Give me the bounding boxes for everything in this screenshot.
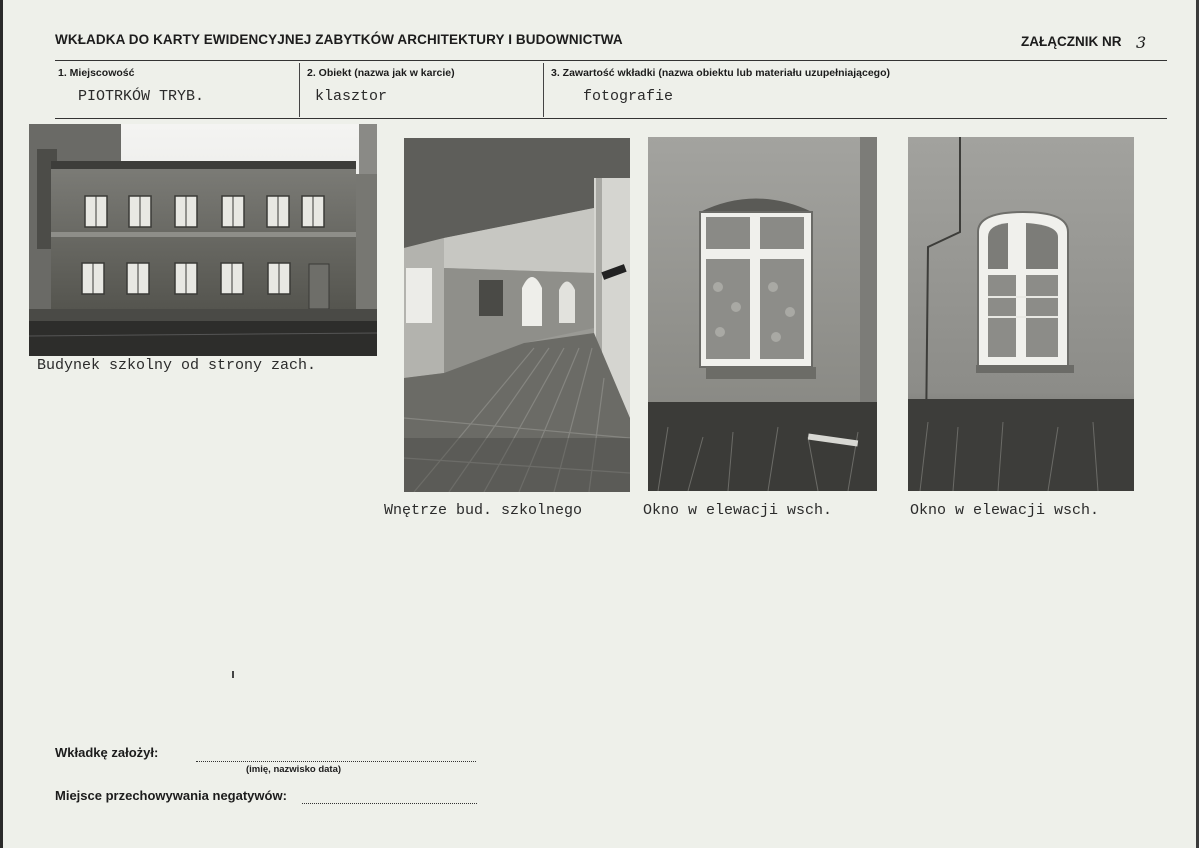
founder-hint: (imię, nazwisko data) (246, 764, 342, 775)
photo-window-east-2 (908, 137, 1134, 491)
founder-line (196, 761, 476, 762)
card-title: WKŁADKA DO KARTY EWIDENCYJNEJ ZABYTKÓW ARCHITEKTURY I BUDOWNICTWA (55, 32, 623, 47)
paper-speck (232, 671, 234, 678)
negatives-line (302, 803, 477, 804)
annex-label: ZAŁĄCZNIK NR (1021, 34, 1122, 49)
photo-window-east-1 (648, 137, 877, 491)
photo-interior (404, 138, 630, 492)
negatives-label: Miejsce przechowywania negatywów: (55, 788, 287, 803)
field-value-locality: PIOTRKÓW TRYB. (78, 88, 205, 105)
founder-label: Wkładkę założył: (55, 745, 159, 760)
field-label-locality: 1. Miejscowość (58, 67, 135, 79)
field-divider (543, 63, 544, 117)
field-value-object: klasztor (315, 88, 388, 105)
photo-caption: Okno w elewacji wsch. (643, 502, 833, 519)
header-rule-bottom (55, 118, 1167, 119)
photo-caption: Okno w elewacji wsch. (910, 502, 1100, 519)
photo-caption: Budynek szkolny od strony zach. (37, 357, 317, 374)
field-label-object: 2. Obiekt (nazwa jak w karcie) (307, 67, 455, 79)
field-divider (299, 63, 300, 117)
photo-caption: Wnętrze bud. szkolnego (384, 502, 583, 519)
header-rule-top (55, 60, 1167, 61)
field-value-contents: fotografie (583, 88, 674, 105)
annex-number: 3 (1136, 33, 1147, 52)
field-label-contents: 3. Zawartość wkładki (nazwa obiektu lub materiału uzupełniającego) (551, 67, 890, 79)
photo-building-west (29, 124, 377, 356)
